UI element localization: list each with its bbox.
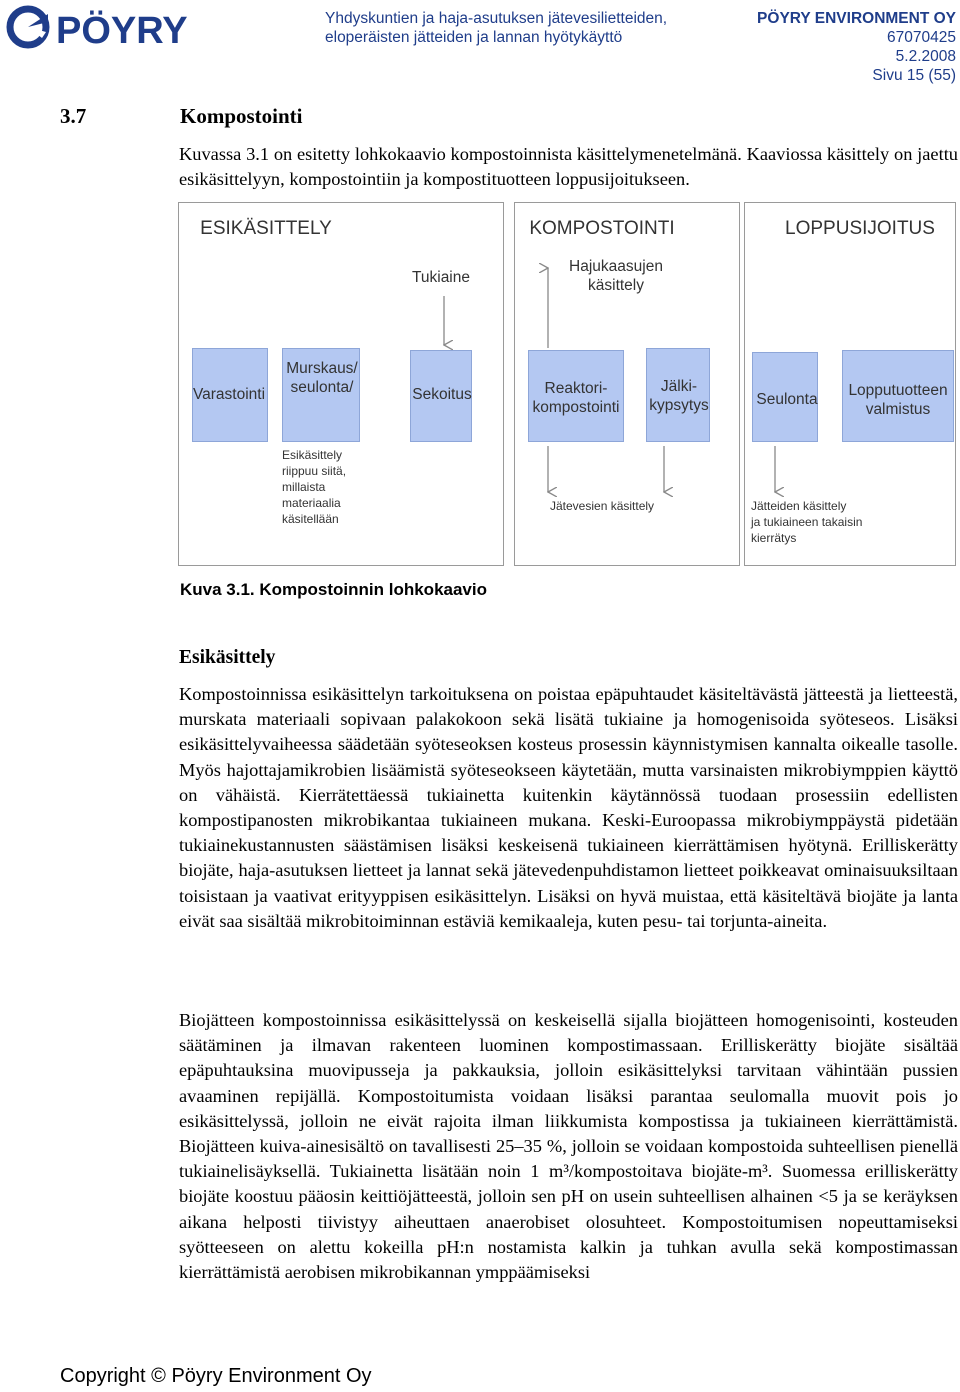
copyright-footer: Copyright © Pöyry Environment Oy bbox=[60, 1365, 372, 1387]
document-title bbox=[325, 9, 667, 47]
document-number: 67070425 bbox=[887, 29, 956, 46]
box-reaktori-line-1: Reaktori- bbox=[544, 380, 608, 397]
box-reaktori-label bbox=[524, 379, 628, 417]
note-pretreatment bbox=[282, 447, 382, 527]
phase-heading-compost: KOMPOSTOINTI bbox=[529, 218, 675, 239]
box-jalki-line-1: Jälki- bbox=[660, 378, 698, 395]
page-number: Sivu 15 (55) bbox=[872, 67, 956, 84]
box-seulonta-label: Seulonta bbox=[756, 391, 818, 408]
note-waste-line-3: kierrätys bbox=[751, 531, 797, 545]
gas-treatment-line-2: käsittely bbox=[588, 277, 644, 294]
note-pretreatment-line-3: millaista bbox=[282, 480, 326, 494]
document-title-line-2: eloperäisten jätteiden ja lannan hyötykäyttö bbox=[325, 29, 623, 46]
document-date: 5.2.2008 bbox=[895, 48, 956, 65]
note-wastewater: Jätevesien käsittely bbox=[550, 499, 655, 513]
logo-wordmark: PÖYRY bbox=[56, 10, 188, 50]
box-lopputuote-label bbox=[840, 381, 956, 419]
box-sekoitus-label: Sekoitus bbox=[412, 386, 472, 403]
box-murskaus-label bbox=[276, 359, 368, 397]
box-murskaus-line-1: Murskaus/ bbox=[286, 360, 358, 377]
note-waste-recycling bbox=[751, 498, 951, 546]
box-lopputuote-line-2: valmistus bbox=[865, 401, 931, 418]
gas-treatment-line-1: Hajukaasujen bbox=[569, 258, 663, 275]
paragraph-1: Kompostoinnissa esikäsittelyn tarkoituksena on poistaa epäpuhtaudet käsiteltävästä jätteestä ja lietteestä, murskata materiaali sopivaan palakokoon sekä lisätä tukiaine ja homogenisoida syöteseos. Lisäksi esikäsittelyvaiheessa säädetään syöteseoksen kosteus prosessin käynnistymisen kannalta oikealle tasolle. Myös hajottajamikrobien lisäämistä syöteseokseen käytetään, mutta varsinaisten mikrobiymppien käyttö on vähäistä. Kierrätettäessä tukiainetta kuitenkin käytännössä tuodaan prosessiin edellisten kompostipanosten mikrobikantaa tukiaineen mukana. Keski-Euroopassa mikrobiymppäystä pidetään tukiainekustannusten säästämisen lisäksi keskeisenä tukiaineen kierrättämisen hyötynä. Erilliskerätty biojäte, haja-asutuksen lietteet ja lannat sekä jätevedenpuhdistamon lietteet poikkeavat ominaisuuksiltaan toisistaan ja vaativat erityyppisen esikäsittelyn. Lisäksi on hyvä muistaa, että käsiteltävä biojäte ja lanta eivät saa sisältää mikrobitoiminnan estäviä kemikaaleja, kuten pesu- tai torjunta-aineita. bbox=[179, 684, 958, 931]
poyry-logo bbox=[4, 4, 244, 50]
box-jalki-label bbox=[640, 377, 718, 415]
box-jalki-line-2: kypsytys bbox=[649, 397, 709, 414]
box-murskaus-line-2: seulonta/ bbox=[290, 379, 354, 396]
figure-caption: Kuva 3.1. Kompostoinnin lohkokaavio bbox=[180, 580, 487, 599]
paragraph-2: Biojätteen kompostoinnissa esikäsittelyssä on keskeisellä sijalla biojätteen homogenisointi, kosteuden säätäminen ja ilmavan rakenteen luominen kompostimassaan. Erilliskerätty biojäte sisältää epäpuhtauksina muovipusseja ja pakkauksia, jolloin esikäsittelyksi tarvitaan vähintään pussien avaaminen repijällä. Kompostoitumista voidaan lisäksi parantaa seulomalla muovit pois jo esikäsittelyssä, jolloin ne eivät rajoita ilman liikkumista kompostissa ja tukiaineen kierrättämistä. Biojätteen kuiva-ainesisältö on tavallisesti 25–35 %, jolloin se voidaan kompostoida suhteellisen pienellä tukiainelisäyksellä. Tukiainetta lisätään noin 1 m³/kompostoitava biojäte-m³. Suomessa erilliskerätty biojäte koostuu pääosin keittiöjätteestä, jolloin sen pH on usein suhteellisen alhainen <5 ja se keräyksen aikana helposti tiivistyy aiheuttaen anaerobiset olosuhteet. Kompostoitumisen nopeuttamiseksi syötteeseen on alettu kokeilla pH:n nostamista kalkin ja tuhkan avulla sekä kompostimassan kierrättämistä aerobisen mikrobikannan ymppäämiseksi bbox=[179, 1010, 958, 1283]
subheading-esikasittely: Esikäsittely bbox=[179, 647, 276, 668]
tukiaine-label: Tukiaine bbox=[411, 269, 470, 286]
phase-heading-final: LOPPUSIJOITUS bbox=[785, 218, 935, 239]
note-pretreatment-line-5: käsitellään bbox=[282, 512, 339, 526]
box-reaktori-line-2: kompostointi bbox=[532, 399, 620, 416]
section-title: Kompostointi bbox=[180, 104, 303, 128]
note-waste-line-1: Jätteiden käsittely bbox=[751, 499, 847, 513]
box-varastointi-label: Varastointi bbox=[192, 386, 266, 403]
company-name: PÖYRY ENVIRONMENT OY bbox=[757, 10, 956, 27]
note-pretreatment-line-4: materiaalia bbox=[282, 496, 341, 510]
poyry-logo-mark bbox=[4, 4, 244, 50]
box-lopputuote-line-1: Lopputuotteen bbox=[848, 382, 948, 399]
document-title-line-1: Yhdyskuntien ja haja-asutuksen jätevesilietteiden, bbox=[325, 10, 668, 27]
note-pretreatment-line-1: Esikäsittely bbox=[282, 448, 343, 462]
section-number: 3.7 bbox=[60, 104, 87, 128]
block-diagram bbox=[178, 202, 958, 568]
note-waste-line-2: ja tukiaineen takaisin bbox=[751, 515, 863, 529]
header-meta bbox=[656, 9, 956, 85]
note-pretreatment-line-2: riippuu siitä, bbox=[282, 464, 347, 478]
intro-paragraph: Kuvassa 3.1 on esitetty lohkokaavio kompostoinnista käsittelymenetelmänä. Kaaviossa käsittely on jaettu esikäsittelyyn, kompostointiin ja kompostituotteen loppusijoitukseen. bbox=[179, 144, 958, 190]
phase-heading-pre: ESIKÄSITTELY bbox=[200, 218, 332, 239]
